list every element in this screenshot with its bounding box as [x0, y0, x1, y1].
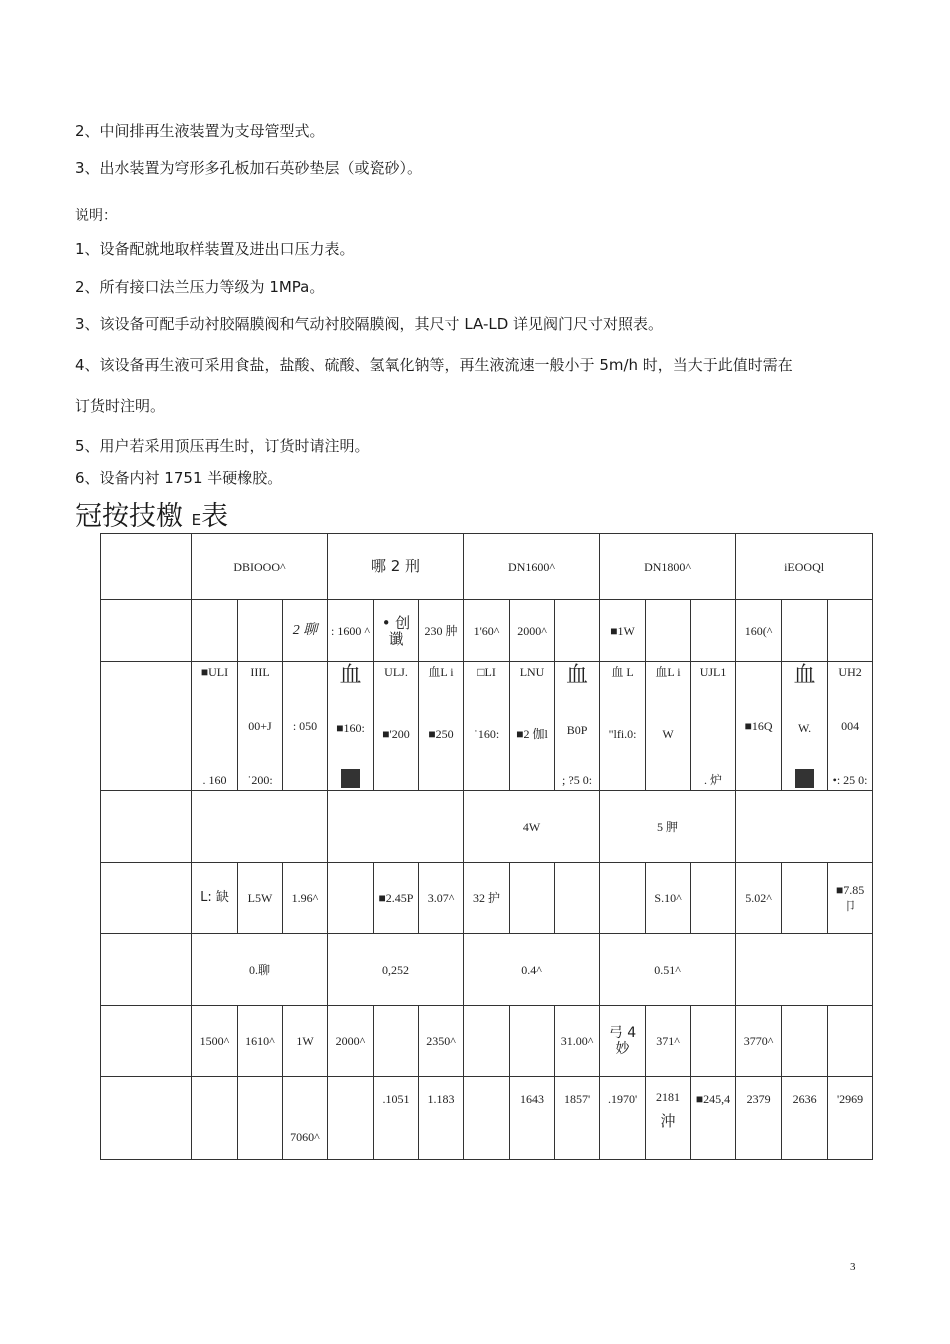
table-cell — [510, 863, 555, 934]
table-row — [101, 791, 873, 863]
table-cell: S.10^ — [646, 863, 691, 934]
cell-text: ˙160: — [473, 727, 500, 741]
table-cell — [510, 662, 555, 791]
cell-text: 004 — [841, 719, 860, 733]
table-cell: ■1W — [600, 600, 646, 662]
cell-text: ■250 — [428, 727, 454, 741]
table-cell: 2636 — [782, 1077, 828, 1160]
table-cell — [828, 600, 873, 662]
table-cell — [736, 791, 873, 863]
table-cell: 0,252 — [328, 934, 464, 1006]
table-cell: 160(^ — [736, 600, 782, 662]
cell-text: . 炉 — [704, 773, 723, 787]
table-cell: 1500^ — [192, 1006, 238, 1077]
table-cell — [419, 662, 464, 791]
table-cell: 3770^ — [736, 1006, 782, 1077]
table-cell — [328, 791, 464, 863]
cell-text: UH2 — [838, 665, 862, 679]
table-cell — [328, 863, 374, 934]
table-cell — [736, 934, 873, 1006]
header-cell — [328, 534, 464, 600]
table-cell: 0.聊 — [192, 934, 328, 1006]
table-cell — [238, 1077, 283, 1160]
table-cell — [464, 662, 510, 791]
table-cell — [464, 1077, 510, 1160]
row-label-cell — [101, 791, 192, 863]
table-cell: 7060^ — [283, 1077, 328, 1160]
cell-text: . 160 — [202, 773, 227, 787]
table-cell: 2000^ — [510, 600, 555, 662]
table-cell — [782, 1006, 828, 1077]
table-cell: ■2.45P — [374, 863, 419, 934]
table-cell: 31.00^ — [555, 1006, 600, 1077]
note-2: 2、所有接口法兰压力等级为 1MPa。 — [75, 278, 325, 296]
note-1: 1、设备配就地取样装置及进出口压力表。 — [75, 240, 355, 258]
table-cell: • 创 谶 — [374, 600, 419, 662]
cell-text: "lfi.0: — [608, 727, 637, 741]
table-cell — [192, 1077, 238, 1160]
table-title — [75, 500, 228, 537]
cell-text: ■'200 — [382, 727, 410, 741]
table-row — [101, 1006, 873, 1077]
row-label-cell — [101, 934, 192, 1006]
cell-text: ˙200: — [247, 773, 273, 787]
table-cell — [691, 662, 736, 791]
table-cell: 0.51^ — [600, 934, 736, 1006]
cell-text: ■ULI — [200, 665, 229, 679]
table-cell: L: 缺 — [192, 863, 238, 934]
cell-text: □LI — [477, 665, 496, 679]
notes-heading: 说明： — [75, 208, 117, 224]
row-label-cell — [101, 1006, 192, 1077]
table-cell — [828, 662, 873, 791]
table-cell — [464, 1006, 510, 1077]
note-4-continued: 订货时注明。 — [75, 397, 166, 415]
table-cell — [374, 662, 419, 791]
cell-text: 血 L — [611, 665, 634, 679]
table-cell: 1.96^ — [283, 863, 328, 934]
table-cell — [328, 1077, 374, 1160]
cell-text: •: 25 0: — [832, 773, 868, 787]
note-6: 6、设备内衬 1751 半硬橡胶。 — [75, 469, 283, 487]
cell-text: 血L i — [428, 665, 454, 679]
header-cell: DN1600^ — [464, 534, 600, 600]
table-cell — [328, 662, 374, 791]
table-cell — [238, 662, 283, 791]
table-title-tail: 表 — [201, 501, 229, 532]
table-cell — [782, 662, 828, 791]
table-cell: ■7.85 卩 — [828, 863, 873, 934]
process-note-3: 3、出水装置为穹形多孔板加石英砂垫层（或瓷砂）。 — [75, 159, 423, 177]
table-cell: 5 胛 — [600, 791, 736, 863]
note-3: 3、该设备可配手动衬胶隔膜阀和气动衬胶隔膜阀，其尺寸 LA-LD 详见阀门尺寸对照表。 — [75, 315, 664, 333]
blood-glyph: 血 — [339, 663, 362, 688]
table-cell: 1.183 — [419, 1077, 464, 1160]
table-cell — [782, 600, 828, 662]
page-number: 3 — [850, 1261, 856, 1273]
table-cell: 1610^ — [238, 1006, 283, 1077]
table-cell — [510, 1006, 555, 1077]
table-row — [101, 600, 873, 662]
table-cell: 371^ — [646, 1006, 691, 1077]
cell-text: 血L i — [655, 665, 681, 679]
header-cell: iEOOQl — [736, 534, 873, 600]
table-cell: .1051 — [374, 1077, 419, 1160]
table-cell — [782, 863, 828, 934]
table-cell: 4W — [464, 791, 600, 863]
table-cell — [691, 863, 736, 934]
table-cell — [691, 1006, 736, 1077]
table-cell: 5.02^ — [736, 863, 782, 934]
table-cell — [828, 1006, 873, 1077]
cell-text: B0P — [566, 723, 588, 737]
table-cell — [555, 662, 600, 791]
table-cell: 32 护 — [464, 863, 510, 934]
table-cell — [192, 600, 238, 662]
table-row — [101, 934, 873, 1006]
table-cell — [555, 863, 600, 934]
table-cell: 3.07^ — [419, 863, 464, 934]
blood-glyph: 血 — [793, 663, 816, 688]
table-cell — [646, 662, 691, 791]
note-4: 4、该设备再生液可采用食盐，盐酸、硫酸、氢氧化钠等，再生液流速一般小于 5m/h 时，当大于此值时需在 — [75, 356, 793, 374]
table-cell: 1'60^ — [464, 600, 510, 662]
row-label-cell — [101, 1077, 192, 1160]
cell-text: W. — [797, 720, 812, 735]
table-row — [101, 863, 873, 934]
table-header-row — [101, 534, 873, 600]
table-cell: 1857' — [555, 1077, 600, 1160]
blood-glyph: 血 — [566, 663, 589, 688]
table-cell: 弓 4 妙 — [600, 1006, 646, 1077]
row-label-cell — [101, 600, 192, 662]
table-cell — [192, 662, 238, 791]
table-cell: 2000^ — [328, 1006, 374, 1077]
cell-text: ■2 伽l — [516, 727, 548, 741]
table-cell: 0.4^ — [464, 934, 600, 1006]
table-cell: ■16Q — [736, 662, 782, 791]
table-cell: ■245,4 — [691, 1077, 736, 1160]
filled-square-mark — [795, 769, 814, 788]
table-cell: 2 聊 — [283, 600, 328, 662]
table-cell: '2969 — [828, 1077, 873, 1160]
table-cell: 2379 — [736, 1077, 782, 1160]
table-row — [101, 1077, 873, 1160]
cell-text: ULJ. — [384, 665, 408, 679]
table-cell: 1643 — [510, 1077, 555, 1160]
table-cell — [374, 1006, 419, 1077]
cell-text: LNU — [519, 665, 545, 679]
cell-text: 2181 — [656, 1090, 681, 1104]
table-cell — [192, 791, 328, 863]
table-cell: .1970' — [600, 1077, 646, 1160]
cell-text: ■160: — [336, 720, 365, 735]
header-cell: DN1800^ — [600, 534, 736, 600]
table-cell — [646, 1077, 691, 1160]
note-5: 5、用户若采用顶压再生时，订货时请注明。 — [75, 437, 370, 455]
table-cell: : 050 — [283, 662, 328, 791]
cell-text: W — [662, 727, 674, 741]
table-cell: 1W — [283, 1006, 328, 1077]
table-cell: 2350^ — [419, 1006, 464, 1077]
table-cell: 230 肿 — [419, 600, 464, 662]
cell-text: IIIL — [250, 665, 270, 679]
header-cell: DBIOOO^ — [192, 534, 328, 600]
row-label-cell — [101, 863, 192, 934]
row-label-cell — [101, 534, 192, 600]
row-label-cell — [101, 662, 192, 791]
table-cell — [646, 600, 691, 662]
cell-text: ; ?5 0: — [562, 773, 593, 787]
process-note-2: 2、中间排再生液装置为支母管型式。 — [75, 122, 325, 140]
table-cell — [238, 600, 283, 662]
table-title-main: 冠按技檄 — [75, 501, 183, 532]
table-cell: : 1600 ^ — [328, 600, 374, 662]
table-cell — [555, 600, 600, 662]
table-title-letter: E — [191, 511, 202, 529]
filled-square-mark — [341, 769, 360, 788]
cell-text: 沖 — [660, 1112, 676, 1130]
spec-table — [100, 533, 873, 1160]
header-text: 哪 2 刑 — [370, 557, 421, 575]
cell-text: 00+J — [248, 719, 272, 733]
table-cell: L5W — [238, 863, 283, 934]
table-cell — [600, 662, 646, 791]
table-cell — [691, 600, 736, 662]
table-row — [101, 662, 873, 791]
cell-text: UJL1 — [699, 665, 727, 679]
table-cell — [600, 863, 646, 934]
